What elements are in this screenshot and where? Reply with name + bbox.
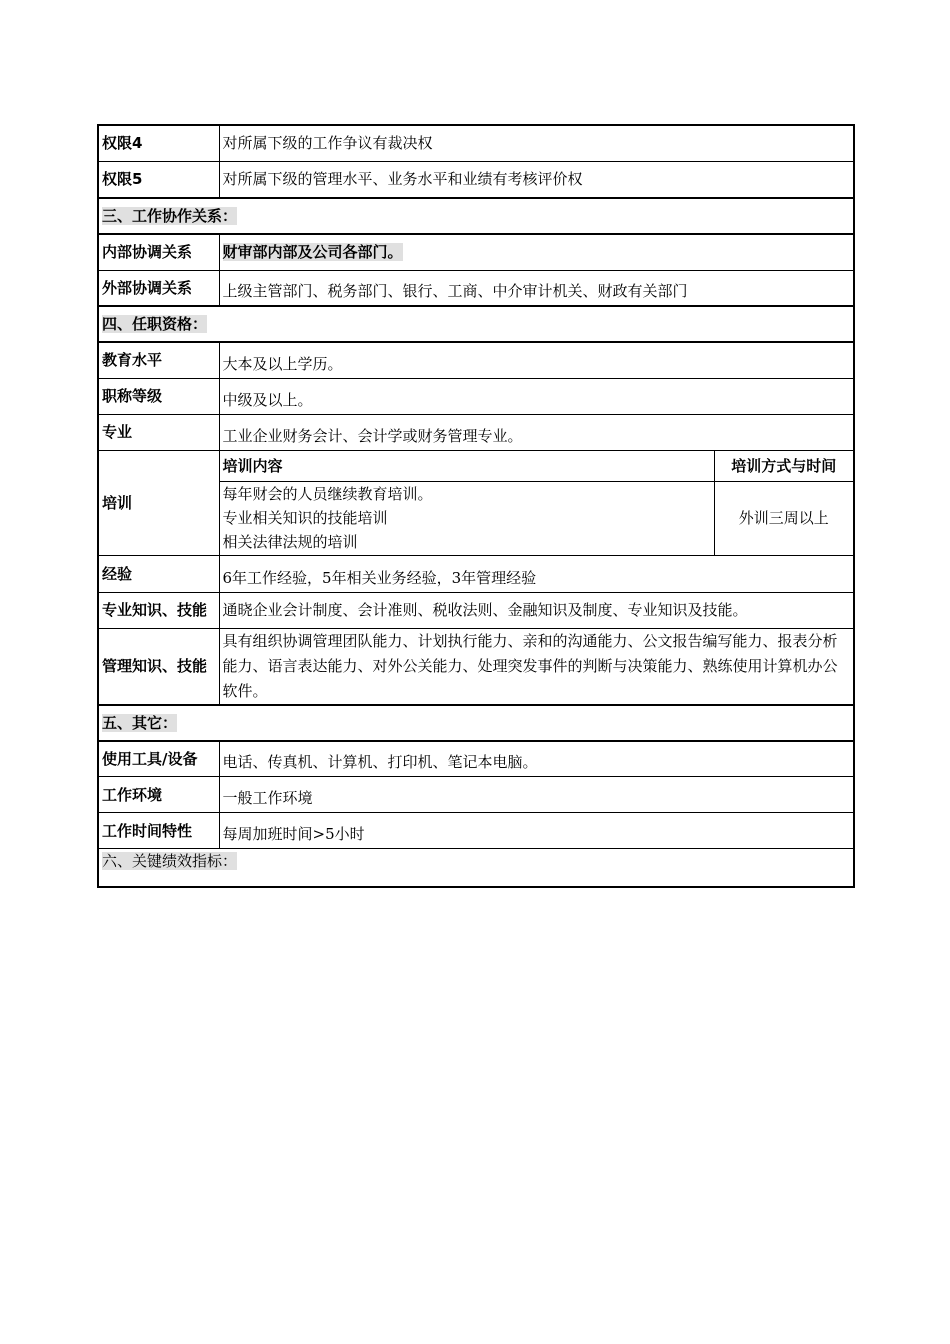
environment-label: 工作环境 — [98, 777, 219, 813]
row-internal-coordination — [98, 234, 854, 270]
row-external-coordination — [98, 270, 854, 306]
section-3-title-text: 三、工作协作关系： — [102, 207, 238, 225]
management-skills-label: 管理知识、技能 — [98, 628, 219, 705]
training-item: 专业相关知识的技能培训 — [222, 509, 388, 527]
section-5-row — [98, 705, 854, 741]
major-label: 专业 — [98, 414, 219, 450]
internal-coordination-label: 内部协调关系 — [98, 234, 219, 270]
row-professional-skills — [98, 592, 854, 628]
section-4-row — [98, 306, 854, 342]
row-environment — [98, 777, 854, 813]
internal-coordination-value: 财审部内部及公司各部门。 — [222, 243, 403, 262]
row-training-header — [98, 450, 854, 481]
row-experience — [98, 555, 854, 592]
section-6-title — [98, 849, 854, 887]
environment-value: 一般工作环境 — [219, 777, 854, 813]
row-major — [98, 414, 854, 450]
row-management-skills — [98, 628, 854, 705]
title-level-label: 职称等级 — [98, 378, 219, 414]
training-method-value: 外训三周以上 — [714, 481, 854, 555]
authority-4-value: 对所属下级的工作争议有裁决权 — [219, 125, 854, 161]
professional-skills-value: 通晓企业会计制度、会计准则、税收法则、金融知识及制度、专业知识及技能。 — [219, 592, 854, 628]
job-description-table — [97, 124, 855, 888]
row-education — [98, 342, 854, 378]
professional-skills-label: 专业知识、技能 — [98, 592, 219, 628]
row-title-level — [98, 378, 854, 414]
training-content-list — [219, 481, 714, 555]
authority-5-value: 对所属下级的管理水平、业务水平和业绩有考核评价权 — [219, 161, 854, 198]
internal-coordination-cell — [219, 234, 854, 270]
title-level-value: 中级及以上。 — [219, 378, 854, 414]
training-content-header: 培训内容 — [219, 450, 714, 481]
work-time-value: 每周加班时间>5小时 — [219, 813, 854, 849]
training-label: 培训 — [98, 450, 219, 555]
section-3-title — [98, 198, 854, 234]
section-3-row — [98, 198, 854, 234]
section-6-row — [98, 849, 854, 887]
authority-4-label: 权限4 — [98, 125, 219, 161]
section-6-title-text: 六、关键绩效指标： — [102, 852, 238, 870]
training-item: 每年财会的人员继续教育培训。 — [222, 485, 433, 503]
experience-label: 经验 — [98, 555, 219, 592]
row-tools — [98, 741, 854, 777]
management-skills-value: 具有组织协调管理团队能力、计划执行能力、亲和的沟通能力、公文报告编写能力、报表分析能力、语言表达能力、对外公关能力、处理突发事件的判断与决策能力、熟练使用计算机办公软件。 — [219, 628, 854, 705]
section-4-title-text: 四、任职资格： — [102, 315, 208, 333]
work-time-label: 工作时间特性 — [98, 813, 219, 849]
education-value: 大本及以上学历。 — [219, 342, 854, 378]
authority-5-label: 权限5 — [98, 161, 219, 198]
row-work-time — [98, 813, 854, 849]
section-4-title — [98, 306, 854, 342]
training-method-header: 培训方式与时间 — [714, 450, 854, 481]
job-description-sheet — [97, 124, 853, 888]
external-coordination-value: 上级主管部门、税务部门、银行、工商、中介审计机关、财政有关部门 — [219, 270, 854, 306]
tools-label: 使用工具/设备 — [98, 741, 219, 777]
tools-value: 电话、传真机、计算机、打印机、笔记本电脑。 — [219, 741, 854, 777]
training-item: 相关法律法规的培训 — [222, 533, 358, 551]
major-value: 工业企业财务会计、会计学或财务管理专业。 — [219, 414, 854, 450]
row-authority-5 — [98, 161, 854, 198]
education-label: 教育水平 — [98, 342, 219, 378]
section-5-title-text: 五、其它： — [102, 713, 178, 732]
row-authority-4 — [98, 125, 854, 161]
section-5-title — [98, 705, 854, 741]
experience-value: 6年工作经验，5年相关业务经验，3年管理经验 — [219, 555, 854, 592]
external-coordination-label: 外部协调关系 — [98, 270, 219, 306]
